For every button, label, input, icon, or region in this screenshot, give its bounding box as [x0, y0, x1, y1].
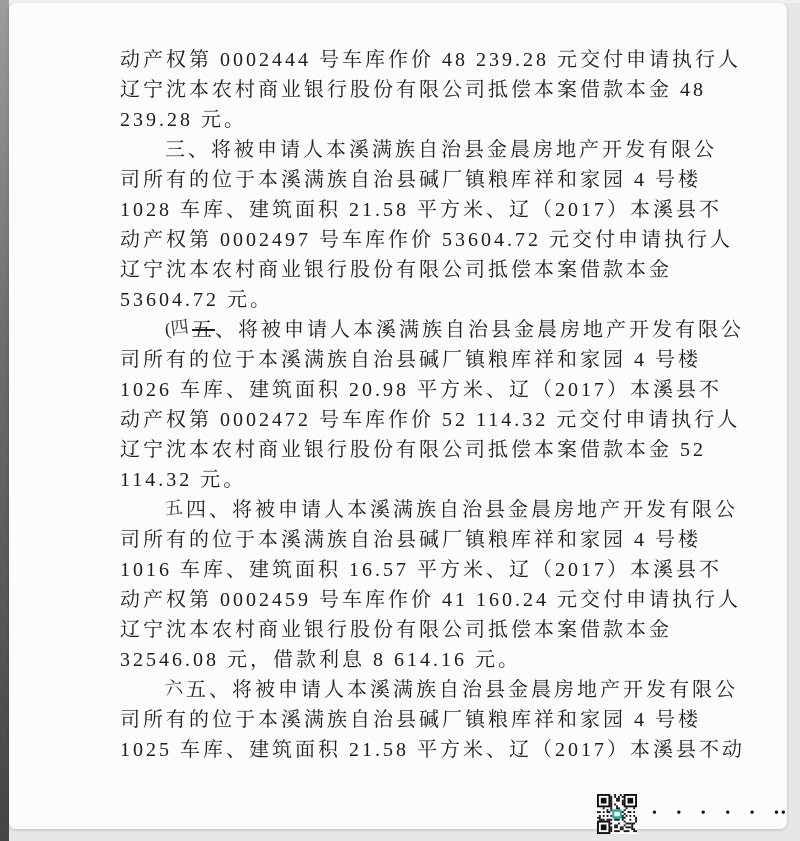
text-line: [120, 525, 740, 555]
line-text: 动产权第 0002472 号车库作价 52 114.32 元交付申请执行人: [120, 409, 741, 431]
line-text: 辽宁沈本农村商业银行股份有限公司抵偿本案借款本金 48: [120, 79, 706, 101]
text-line: [120, 645, 740, 675]
line-text: 四、将被申请人本溪满族自治县金晨房地产开发有限公: [186, 499, 738, 521]
line-text: 辽宁沈本农村商业银行股份有限公司抵偿本案借款本金 52: [120, 439, 706, 461]
line-text: 1016 车库、建筑面积 16.57 平方米、辽（2017）本溪县不: [120, 559, 722, 581]
page-footer: [597, 794, 788, 834]
text-line: [120, 105, 740, 135]
scan-edge-left: [0, 0, 9, 841]
text-line: [120, 675, 740, 705]
handwritten-correction: 五: [163, 496, 184, 520]
text-line: [120, 585, 740, 615]
line-text: 辽宁沈本农村商业银行股份有限公司抵偿本案借款本金: [120, 619, 672, 641]
line-text: 动产权第 0002497 号车库作价 53604.72 元交付申请执行人: [120, 229, 733, 251]
text-line: [120, 375, 740, 405]
text-line: [120, 705, 740, 735]
text-line: [120, 495, 740, 525]
paragraph: [120, 675, 745, 765]
line-text: 239.28 元。: [120, 109, 247, 131]
text-line: [120, 195, 740, 225]
text-line: [120, 75, 740, 105]
text-line: [120, 735, 745, 765]
text-line: [120, 285, 740, 315]
line-text: 动产权第 0002459 号车库作价 41 160.24 元交付申请执行人: [120, 589, 741, 611]
line-text: 司所有的位于本溪满族自治县碱厂镇粮库祥和家园 4 号楼: [120, 709, 701, 731]
qr-code-icon: [597, 794, 637, 834]
paragraph: [120, 45, 740, 135]
document-body: [120, 45, 745, 765]
line-text: 114.32 元。: [120, 469, 247, 491]
line-text: 司所有的位于本溪满族自治县碱厂镇粮库祥和家园 4 号楼: [120, 169, 701, 191]
struck-numeral: 五: [192, 319, 215, 341]
text-line: [120, 45, 740, 75]
line-text: 辽宁沈本农村商业银行股份有限公司抵偿本案借款本金: [120, 259, 672, 281]
handwritten-correction: (四: [163, 316, 190, 340]
line-text: 司所有的位于本溪满族自治县碱厂镇粮库祥和家园 4 号楼: [120, 349, 701, 371]
line-text: 三、将被申请人本溪满族自治县金晨房地产开发有限公: [165, 139, 717, 161]
text-line: [120, 405, 740, 435]
dot-separator-row: • • • • • ••: [652, 806, 788, 821]
line-text: 1025 车库、建筑面积 21.58 平方米、辽（2017）本溪县不动: [120, 739, 745, 761]
text-line: [120, 465, 740, 495]
text-line: [120, 255, 740, 285]
line-text: 司所有的位于本溪满族自治县碱厂镇粮库祥和家园 4 号楼: [120, 529, 701, 551]
line-text: 1028 车库、建筑面积 21.58 平方米、辽（2017）本溪县不: [120, 199, 722, 221]
text-line: [120, 615, 740, 645]
handwritten-correction: 六: [163, 676, 184, 700]
document-page: [9, 3, 787, 829]
line-text: 32546.08 元，借款利息 8 614.16 元。: [120, 649, 521, 671]
text-line: [120, 345, 740, 375]
text-line: [120, 135, 740, 165]
paragraph: [120, 135, 740, 315]
text-line: [120, 555, 740, 585]
line-text: 1026 车库、建筑面积 20.98 平方米、辽（2017）本溪县不: [120, 379, 722, 401]
text-line: [120, 225, 740, 255]
paragraph: [120, 495, 740, 675]
paragraph: [120, 315, 744, 495]
text-line: [120, 315, 744, 345]
text-line: [120, 435, 740, 465]
line-text: 53604.72 元。: [120, 289, 273, 311]
line-text: 五、将被申请人本溪满族自治县金晨房地产开发有限公: [186, 679, 738, 701]
line-text: 、将被申请人本溪满族自治县金晨房地产开发有限公: [215, 319, 744, 341]
text-line: [120, 165, 740, 195]
line-text: 动产权第 0002444 号车库作价 48 239.28 元交付申请执行人: [120, 49, 741, 71]
